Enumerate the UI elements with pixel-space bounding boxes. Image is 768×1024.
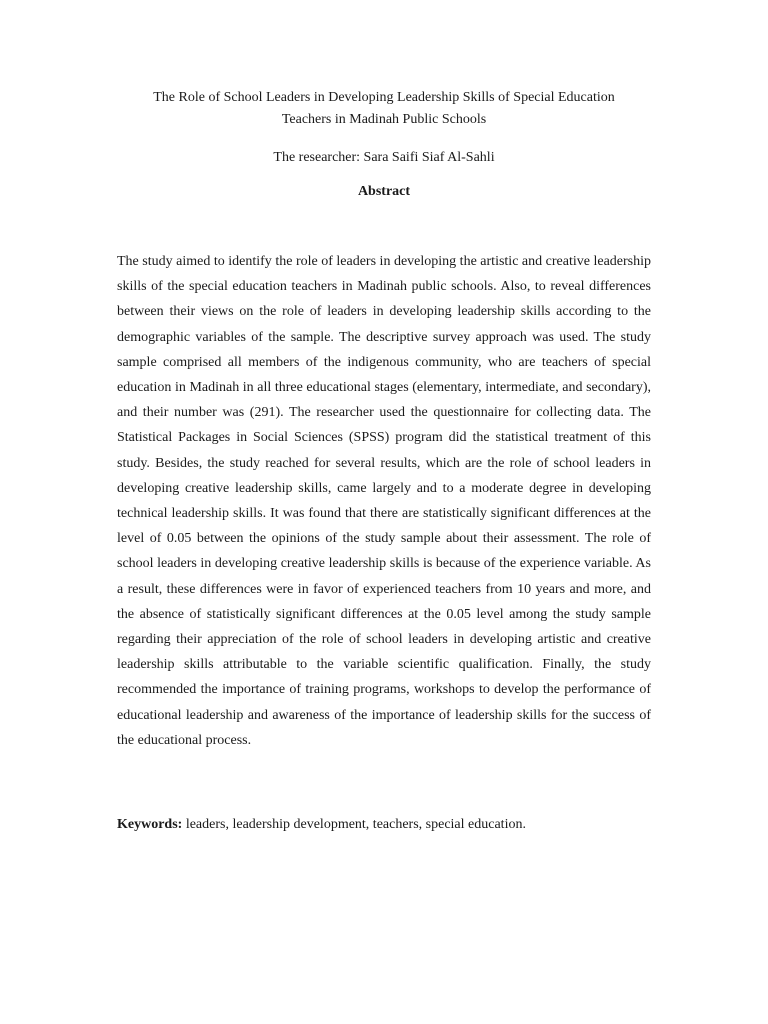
paper-title-line-2: Teachers in Madinah Public Schools <box>281 111 487 127</box>
keywords-line <box>117 814 651 835</box>
abstract-heading: Abstract <box>357 184 411 199</box>
paper-title-line-1: The Role of School Leaders in Developing Leadership Skills of Special Education <box>153 90 615 105</box>
abstract-body: The study aimed to identify the role of leaders in developing the artistic and creative leadership skills of the special education teachers in Madinah public schools. Also, to reveal differences between their views on the role of leaders in developing leadership skills according to the demographic variables of the sample. The descriptive survey approach was used. The study sample comprised all members of the indigenous community, who are teachers of special education in Madinah in all three educational stages (elementary, intermediate, and secondary), and their number was (291). The researcher used the questionnaire for collecting data. The Statistical Packages in Social Sciences (SPSS) program did the statistical treatment of this study. Besides, the study reached for several results, which are the role of school leaders in developing creative leadership skills, came largely and to a moderate degree in developing technical leadership skills. It was found that there are statistically significant differences at the level of 0.05 between the opinions of the study sample about their assessment. The role of school leaders in developing creative leadership skills is because of the experience variable. As a result, these differences were in favor of experienced teachers from 10 years and more, and the absence of statistically significant differences at the 0.05 level among the study sample regarding their appreciation of the role of school leaders in developing artistic and creative leadership skills attributable to the variable scientific qualification. Finally, the study recommended the importance of training programs, workshops to develop the performance of educational leadership and awareness of the importance of leadership skills for the success of the educational process. <box>117 254 651 748</box>
keywords-text: leaders, leadership development, teachers, special education. <box>182 817 526 832</box>
paper-title <box>100 87 668 130</box>
researcher-name: The researcher: Sara Saifi Siaf Al-Sahli <box>273 150 495 165</box>
keywords-label: Keywords: <box>117 817 183 832</box>
